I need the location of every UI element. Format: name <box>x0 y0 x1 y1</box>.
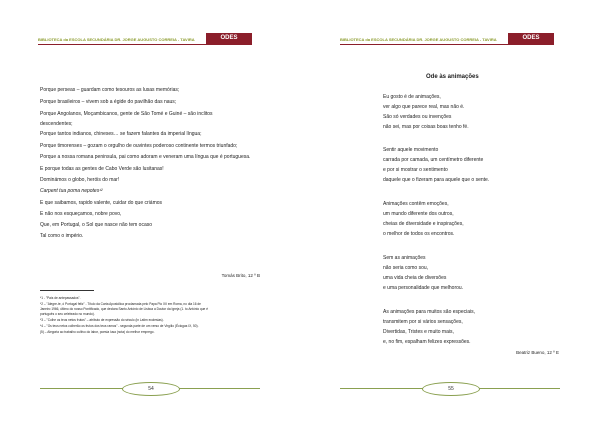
poem-line: E porque todas as gentes de Cabo Verde são lusitanas! <box>40 166 164 172</box>
poem-line: São só verdades ou invenções <box>383 114 452 120</box>
footnote: *3 – "Colhe os teus netos frutos" – atributo de expressão do século (in Latim ecclesias). <box>40 318 164 322</box>
header-section-tab: ODES <box>508 33 554 44</box>
header-section-tab: ODES <box>206 33 252 44</box>
footnote: (5) – Alegoria ao trabalho cultivo do labor, poesia lusa (nota) do melhor emprego. <box>40 330 155 334</box>
poem-line: um mundo diferente dos outros, <box>383 211 454 217</box>
poem-line: ver algo que parece real, mas não é. <box>383 104 465 110</box>
poem-line: Divertidas, Tristes e muito mais, <box>383 329 454 335</box>
poem-line: daquele que o fizeram para aquele que o sente. <box>383 177 490 183</box>
header-rule <box>340 44 554 45</box>
poem-line-latin: Carpent tua poma nepotes¹² <box>40 188 103 194</box>
footnote: *1 - "País de antepassados". <box>40 296 81 300</box>
poem-line: Sentir aquele movimento <box>383 147 439 153</box>
poem-line: não seria como sou, <box>383 265 429 271</box>
header-library-name: BIBLIOTECA da ESCOLA SECUNDÁRIA DR. JORGE AUGUSTO CORREIA - TAVIRA <box>340 37 497 42</box>
poem-line: o melhor de todos os encontros. <box>383 231 455 237</box>
poem-line: e por si mostrar o sentimento <box>383 167 448 173</box>
poem-line: Porque Angolanos, Moçambicanos, gente de São Tomé e Guiné – são inclitos <box>40 111 213 117</box>
poem-line: Tal como o império. <box>40 233 84 239</box>
page-number-badge: 55 <box>422 382 480 396</box>
header-rule <box>38 44 252 45</box>
poem-line: Eu gosto é de animações, <box>383 94 441 100</box>
footnote: *2 – "Alegre-te, ó Portugal feliz" - Título da Carta Apostólica proclamada pelo Papa Pio XII em Roma, no dia 16 de <box>40 302 201 306</box>
poem-line: transmitem por si vários sensações, <box>383 319 463 325</box>
poem-line: Porque a nossa romana peninsula, pai como adoram e veneram uma língua que é portuguesa. <box>40 154 251 160</box>
poem-title: Ode às animações <box>426 74 479 80</box>
poem-line: carrada por camada, um centímetro diferente <box>383 157 484 163</box>
poem-line: não sei, mas por coisas boas tenho fé. <box>383 124 469 130</box>
poem-line: e, no fim, espalham felizes expressões. <box>383 339 471 345</box>
poem-line: uma vida cheia de diversões <box>383 275 447 281</box>
footnote: *4 – "Os teus netos colherão os frutos dos teus ramos" - segunda parte de um verso de Virgílio (Éclogas IX, 50). <box>40 324 199 328</box>
header-library-name: BIBLIOTECA da ESCOLA SECUNDÁRIA DR. JORGE AUGUSTO CORREIA - TAVIRA <box>38 37 195 42</box>
page-number-badge: 54 <box>122 382 180 396</box>
poem-line: cheias de diversidade e inspirações, <box>383 221 464 227</box>
poem-line: Animações contêm emoções, <box>383 201 449 207</box>
poem-line: Sem as animações <box>383 255 426 261</box>
footnote: português o seu celebrado no mundo). <box>40 312 95 316</box>
poem-line: As animações para muitos são especiais, <box>383 309 475 315</box>
poem-line: E que saibamos, rapido valente, cuidar do que criámos <box>40 200 163 206</box>
author-signature: Beatriz Bueno, 12 º E <box>516 350 559 355</box>
poem-line: Porque timorenses – gozam o orgulho de ouvintes poderoso continente termos triunfado; <box>40 143 238 149</box>
poem-line: Porque perseas – guardam como tesouros as lusas memórias; <box>40 87 180 93</box>
poem-line: Porque brasileiros – vivem sob a égide do pavilhão das naus; <box>40 99 177 105</box>
poem-line: descendentes; <box>40 121 73 127</box>
author-signature: Tomás Brito, 12 º B <box>221 273 260 278</box>
poem-line: Que, em Portugal, o Sol que nasce não tem ocaso <box>40 222 153 228</box>
poem-line: E não nos esqueçamos, nobre povo, <box>40 211 122 217</box>
poem-line: Dominámos o globo, heróis do mar! <box>40 177 120 183</box>
poem-line: e uma personalidade que melhorou. <box>383 285 464 291</box>
footnote: Janeiro 1966, último do nosso Pontificado, que declara Santo António de Lisboa a Doutor da Igreja (1. to António que é <box>40 307 208 311</box>
footnote-separator <box>40 290 94 291</box>
poem-line: Porque tantos indianos, chineses… se fazem falantes da imperial língua; <box>40 131 202 137</box>
